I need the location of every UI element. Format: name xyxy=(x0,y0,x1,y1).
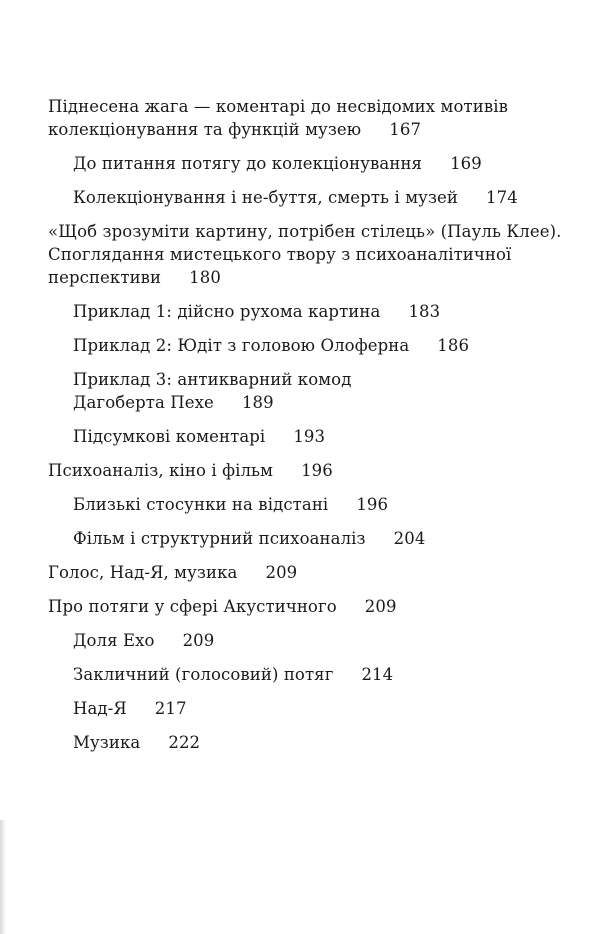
toc-entry xyxy=(73,152,568,175)
toc-entry-title: Психоаналіз, кіно і фільм xyxy=(48,461,274,480)
toc-entry xyxy=(48,95,568,141)
page-number: 189 xyxy=(241,393,274,412)
page-number: 186 xyxy=(437,336,470,355)
toc-entry xyxy=(73,334,568,357)
toc-entry xyxy=(48,220,568,289)
toc-entry xyxy=(73,527,568,550)
toc-entry xyxy=(73,493,568,516)
toc-entry xyxy=(73,300,568,323)
toc-entry-title: До питання потягу до колекціонування xyxy=(73,154,423,173)
toc-entry-title: Приклад 1: дійсно рухома картина xyxy=(73,302,381,321)
toc-entry-title: Про потяги у сфері Акустичного xyxy=(48,597,337,616)
table-of-contents xyxy=(48,95,568,754)
toc-entry-title-line: перспективи xyxy=(48,268,162,287)
toc-entry-title-line: колекціонування та функцій музею xyxy=(48,120,362,139)
page-number: 209 xyxy=(364,597,397,616)
toc-entry-title-line: Піднесена жага — коментарі до несвідомих мотивів xyxy=(48,97,508,116)
toc-entry-title: Голос, Над-Я, музика xyxy=(48,563,238,582)
toc-entry xyxy=(73,425,568,448)
page-number: 222 xyxy=(168,733,201,752)
page-number: 183 xyxy=(408,302,441,321)
toc-entry xyxy=(73,368,568,414)
page-number: 180 xyxy=(189,268,221,287)
toc-entry-title: Над-Я xyxy=(73,699,127,718)
page-number: 167 xyxy=(389,120,422,139)
page-number: 169 xyxy=(450,154,482,173)
toc-entry xyxy=(48,595,568,618)
page-edge-shadow xyxy=(0,820,6,934)
toc-entry xyxy=(73,663,568,686)
page-number: 193 xyxy=(293,427,326,446)
toc-entry-title: Закличний (голосовий) потяг xyxy=(73,665,334,684)
toc-entry-title: Близькі стосунки на відстані xyxy=(73,495,329,514)
page-number: 209 xyxy=(265,563,298,582)
toc-entry-title-line: Споглядання мистецького твору з психоаналітичної xyxy=(48,245,512,264)
page-number: 217 xyxy=(154,699,187,718)
toc-entry xyxy=(73,186,568,209)
toc-entry-title: Доля Ехо xyxy=(73,631,155,650)
toc-entry-title-line: Приклад 3: антикварний комод xyxy=(73,370,352,389)
page-number: 214 xyxy=(361,665,394,684)
toc-entry xyxy=(48,459,568,482)
toc-entry xyxy=(73,697,568,720)
page-number: 196 xyxy=(356,495,389,514)
toc-entry-title: Фільм і структурний психоаналіз xyxy=(73,529,366,548)
toc-entry-title-line: Дагоберта Пехе xyxy=(73,393,214,412)
toc-entry-title: Підсумкові коментарі xyxy=(73,427,266,446)
page-number: 209 xyxy=(182,631,215,650)
toc-entry xyxy=(73,629,568,652)
toc-entry-title: Колекціонування і не-буття, смерть і музей xyxy=(73,188,459,207)
page-number: 196 xyxy=(301,461,333,480)
toc-entry xyxy=(73,731,568,754)
toc-entry-title: Музика xyxy=(73,733,141,752)
toc-entry xyxy=(48,561,568,584)
page-number: 174 xyxy=(486,188,518,207)
toc-entry-title-line: «Щоб зрозуміти картину, потрібен стілець» (Пауль Клее). xyxy=(48,222,562,241)
toc-entry-title: Приклад 2: Юдіт з головою Олоферна xyxy=(73,336,410,355)
page-number: 204 xyxy=(393,529,426,548)
